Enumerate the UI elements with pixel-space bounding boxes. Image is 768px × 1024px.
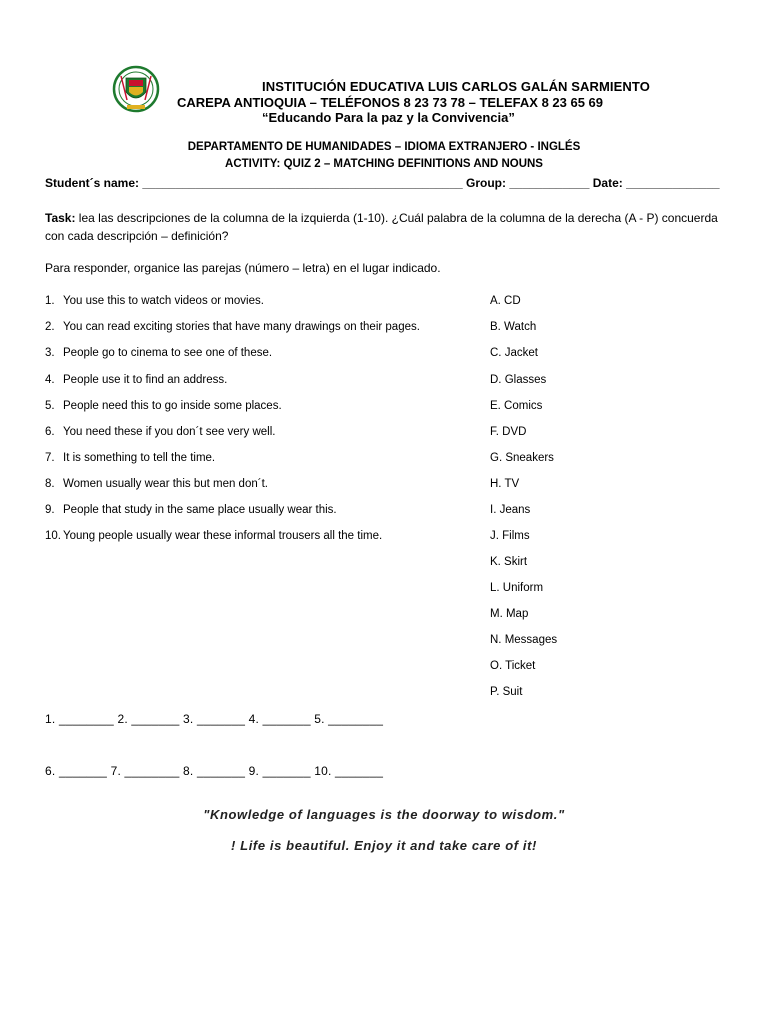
question-text: You need these if you don´t see very well. <box>63 426 276 438</box>
question-item <box>45 426 275 438</box>
institution-motto: “Educando Para la paz y la Convivencia” <box>262 110 515 125</box>
option-item: D. Glasses <box>490 374 547 386</box>
option-item: F. DVD <box>490 426 527 438</box>
option-item: J. Films <box>490 530 530 542</box>
option-item: M. Map <box>490 608 529 620</box>
question-number: 4. <box>45 374 55 386</box>
option-item: E. Comics <box>490 400 543 412</box>
question-text: You use this to watch videos or movies. <box>63 295 264 307</box>
question-text: People that study in the same place usually wear this. <box>63 504 337 516</box>
quote-languages: "Knowledge of languages is the doorway to wisdom." <box>203 807 565 822</box>
question-item <box>45 295 264 307</box>
question-number: 7. <box>45 452 55 464</box>
school-crest-icon <box>112 64 160 116</box>
quote-life: ! Life is beautiful. Enjoy it and take care of it! <box>231 838 537 853</box>
institution-address: CAREPA ANTIOQUIA – TELÉFONOS 8 23 73 78 – TELEFAX 8 23 65 69 <box>177 95 604 110</box>
option-item: B. Watch <box>490 321 537 333</box>
question-item <box>45 530 382 542</box>
question-number: 2. <box>45 321 55 333</box>
option-item: I. Jeans <box>490 504 531 516</box>
question-text: People need this to go inside some places. <box>63 400 282 412</box>
question-item <box>45 452 215 464</box>
option-item: O. Ticket <box>490 660 536 672</box>
question-number: 10. <box>45 530 61 542</box>
option-item: P. Suit <box>490 686 523 698</box>
task-instruction: Para responder, organice las parejas (número – letra) en el lugar indicado. <box>45 261 441 275</box>
question-text: Women usually wear this but men don´t. <box>63 478 268 490</box>
activity-title: ACTIVITY: QUIZ 2 – MATCHING DEFINITIONS AND NOUNS <box>225 158 543 170</box>
option-item: H. TV <box>490 478 520 490</box>
question-item <box>45 478 268 490</box>
question-text: Young people usually wear these informal trousers all the time. <box>63 530 383 542</box>
question-number: 5. <box>45 400 55 412</box>
task-description <box>45 209 725 245</box>
question-number: 6. <box>45 426 55 438</box>
question-number: 3. <box>45 347 55 359</box>
institution-name: INSTITUCIÓN EDUCATIVA LUIS CARLOS GALÁN SARMIENTO <box>262 79 650 94</box>
question-number: 1. <box>45 295 55 307</box>
question-item <box>45 374 227 386</box>
question-number: 9. <box>45 504 55 516</box>
question-number: 8. <box>45 478 55 490</box>
option-item: N. Messages <box>490 634 558 646</box>
task-text: lea las descripciones de la columna de la izquierda (1-10). ¿Cuál palabra de la columna de la derecha (A - P) concuerda con cada descripción – definición? <box>45 211 718 243</box>
task-label: Task: <box>45 211 76 225</box>
department-title: DEPARTAMENTO DE HUMANIDADES – IDIOMA EXTRANJERO - INGLÉS <box>187 141 581 153</box>
question-item <box>45 347 272 359</box>
option-item: A. CD <box>490 295 521 307</box>
student-info-line: Student´s name: ________________________________________________ Group: ____________ Date: ______________ <box>45 176 720 190</box>
answer-line-1: 1. ________ 2. _______ 3. _______ 4. _______ 5. ________ <box>45 712 384 726</box>
question-text: People use it to find an address. <box>63 374 228 386</box>
question-text: People go to cinema to see one of these. <box>63 347 273 359</box>
option-item: C. Jacket <box>490 347 538 359</box>
question-item <box>45 504 337 516</box>
answer-line-2: 6. _______ 7. ________ 8. _______ 9. _______ 10. _______ <box>45 764 384 778</box>
question-text: You can read exciting stories that have many drawings on their pages. <box>63 321 420 333</box>
option-item: G. Sneakers <box>490 452 554 464</box>
question-text: It is something to tell the time. <box>63 452 216 464</box>
question-item <box>45 400 282 412</box>
question-item <box>45 321 420 333</box>
option-item: L. Uniform <box>490 582 544 594</box>
option-item: K. Skirt <box>490 556 528 568</box>
